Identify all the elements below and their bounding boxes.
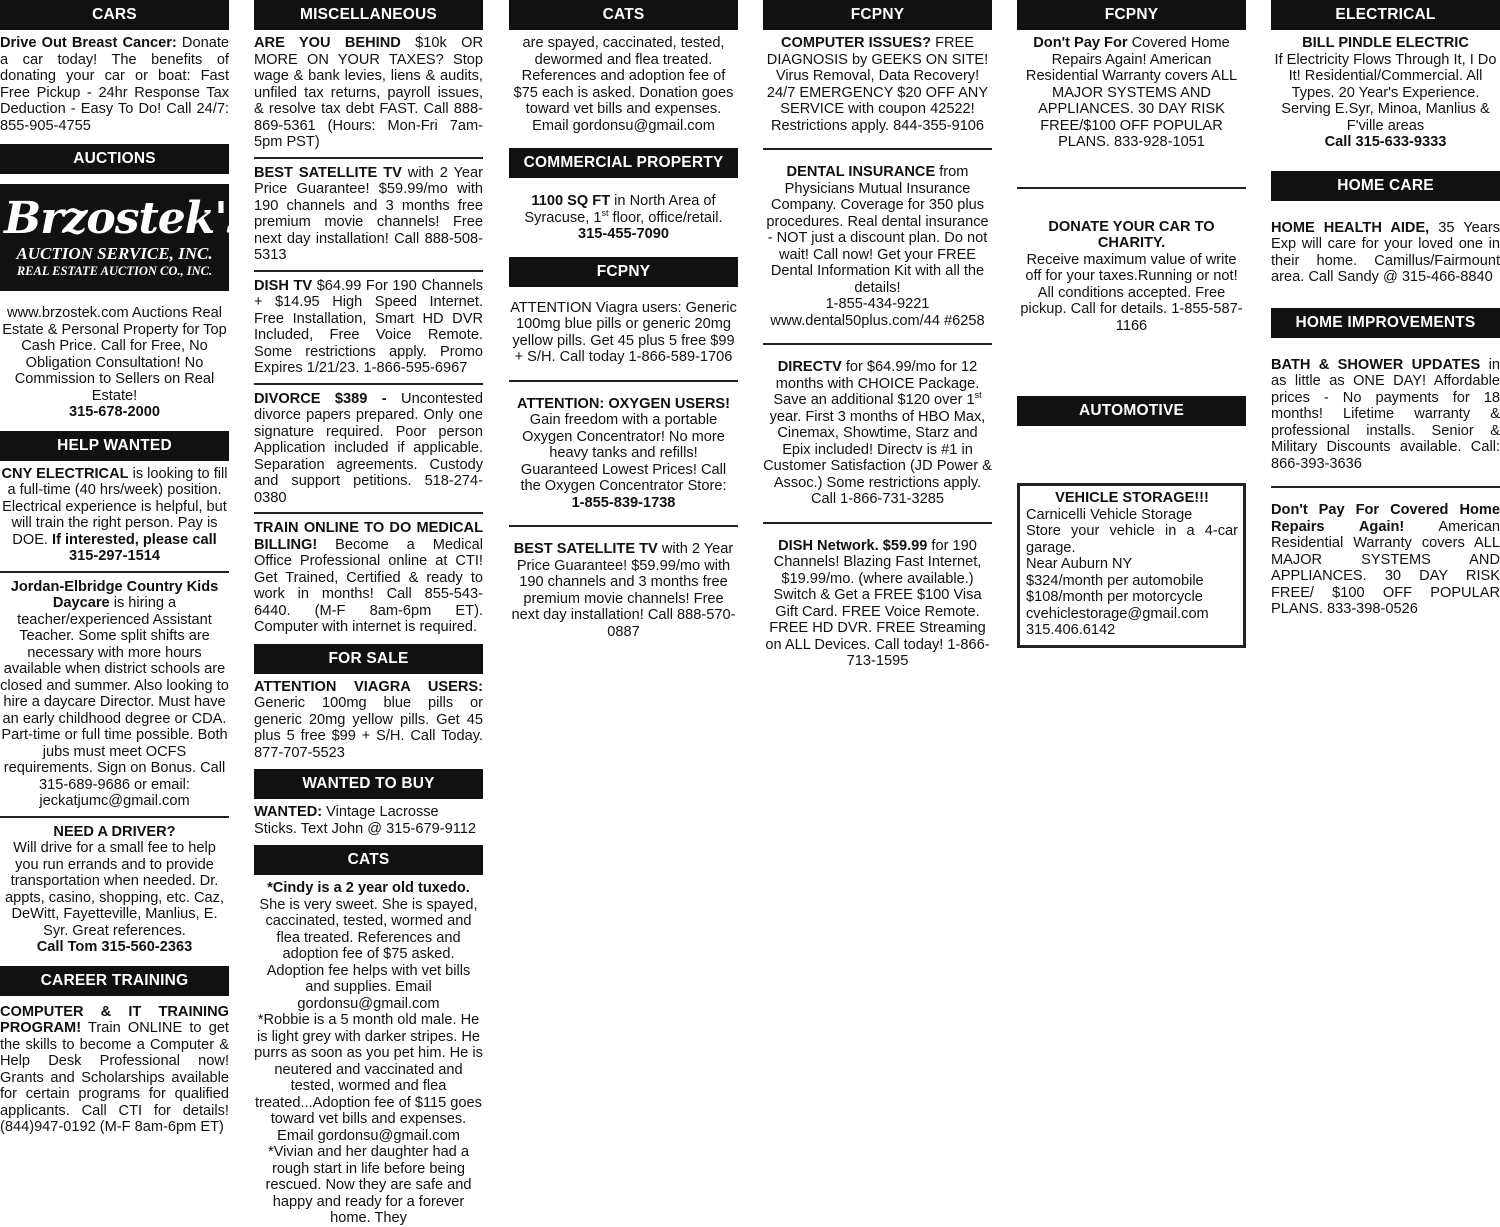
brzostek-logo: Brzostek's AUCTION SERVICE, INC. REAL ESTATE AUCTION CO., INC. bbox=[0, 184, 229, 291]
ad-dish-tv: DISH TV $64.99 For 190 Channels + $14.95 High Speed Internet. Free Installation, Smart HD DVR Included, Free Voice Remote. Some restrictions apply. Promo Expires 1/21/23. 1-866-595-6967 bbox=[254, 277, 483, 376]
section-header-fcpny: FCPNY bbox=[509, 257, 738, 287]
ad-directv: DIRECTV for $64.99/mo for 12 months with CHOICE Package. Save an additional $120 over 1st year. First 3 months of HBO Max, Cinemax, Showtime, Starz and Epix included! Directv is #1 in Customer Satisfaction (JD Power & Assoc.) Some restrictions apply. Call 1-866-731-3285 bbox=[763, 359, 992, 507]
ad-divorce: DIVORCE $389 - Uncontested divorce papers prepared. Only one signature required. Poor person Application included if applicable. Separation agreements. Custody and support petitions. 518-274-0380 bbox=[254, 390, 483, 506]
ad-cny-electrical: CNY ELECTRICAL is looking to fill a full-time (40 hrs/week) position. Electrical experience is helpful, but will train the right person. Pay is DOE. If interested, please call 315-297-1514 bbox=[1, 465, 228, 564]
column-4 bbox=[763, 0, 992, 1175]
ad-driver: NEED A DRIVER? Will drive for a small fee to help you run errands and to provide transportation when needed. Dr. appts, casino, shopping, etc. Caz, DeWitt, Fayetteville, Manlius, E. Syr. Great references. Call Tom 315-560-2363 bbox=[4, 823, 225, 955]
divider bbox=[509, 380, 738, 382]
divider bbox=[509, 525, 738, 527]
ad-cats-continued: are spayed, caccinated, tested, dewormed and flea treated. References and adoption fee of $75 each is asked. Donation goes toward vet bills and expenses. Email gordonsu@gmail.com bbox=[513, 35, 734, 134]
section-header-fcpny-4: FCPNY bbox=[763, 0, 992, 30]
section-header-fcpny-5: FCPNY bbox=[1017, 0, 1246, 30]
section-header-electrical: ELECTRICAL bbox=[1271, 0, 1500, 30]
section-header-commercial-property: COMMERCIAL PROPERTY bbox=[509, 148, 738, 178]
ad-home-warranty: Don't Pay For Covered Home Repairs Again! American Residential Warranty covers ALL MAJOR SYSTEMS AND APPLIANCES. 30 DAY RISK FREE/$100 OFF POPULAR PLANS. 833-928-1051 bbox=[1025, 35, 1238, 150]
ad-bath-shower: BATH & SHOWER UPDATES in as little as ONE DAY! Affordable prices - No payments for 18 months! Lifetime warranty & professional installs. Senior & Military Discounts available. Call: 866-393-3636 bbox=[1271, 356, 1500, 472]
section-header-miscellaneous: MISCELLANEOUS bbox=[254, 0, 483, 30]
section-header-for-sale: FOR SALE bbox=[254, 644, 483, 674]
ad-tax-debt: ARE YOU BEHIND $10k OR MORE ON YOUR TAXES? Stop wage & bank levies, liens & audits, unfiled tax returns, payroll issues, & resolve tax debt FAST. Call 888-869-5361 (Hours: Mon-Fri 7am-5pm PST) bbox=[254, 35, 483, 150]
section-header-cars: CARS bbox=[0, 0, 229, 30]
section-header-career-training: CAREER TRAINING bbox=[0, 966, 229, 996]
section-header-wanted-to-buy: WANTED TO BUY bbox=[254, 769, 483, 799]
section-header-cats-cont: CATS bbox=[509, 0, 738, 30]
column-1 bbox=[0, 0, 251, 1175]
divider bbox=[254, 157, 483, 159]
ad-computer-issues: COMPUTER ISSUES? FREE DIAGNOSIS by GEEKS ON SITE! Virus Removal, Data Recovery! 24/7 EMERGENCY $20 OFF ANY SERVICE with coupon 42522! Restrictions apply. 844-355-9106 bbox=[766, 35, 989, 134]
ad-home-repairs: Don't Pay For Covered Home Repairs Again! American Residential Warranty covers ALL MAJOR SYSTEMS AND APPLIANCES. 30 DAY RISK FREE/ $100 OFF POPULAR PLANS. 833-398-0526 bbox=[1271, 502, 1500, 617]
section-header-auctions: AUCTIONS bbox=[0, 144, 229, 174]
column-2 bbox=[254, 0, 483, 1226]
divider bbox=[763, 343, 992, 345]
ad-dish-network: DISH Network. $59.99 for 190 Channels! Blazing Fast Internet, $19.99/mo. (where available.) Switch & Get a FREE $100 Visa Gift Card. FREE Voice Remote. FREE HD DVR. FREE Streaming on ALL Devices. Call today! 1-866-713-1595 bbox=[765, 537, 990, 669]
ad-oxygen: ATTENTION: OXYGEN USERS! Gain freedom with a portable Oxygen Concentrator! No more heavy tanks and refills! Guaranteed Lowest Prices! Call the Oxygen Concentrator Store: 1-855-839-1738 bbox=[517, 395, 730, 511]
column-3 bbox=[509, 0, 738, 1175]
ad-viagra: ATTENTION VIAGRA USERS: Generic 100mg blue pills or generic 20mg yellow pills. Get 45 plus 5 free $99 + S/H. Call Today. 877-707-5523 bbox=[254, 678, 483, 761]
ad-vehicle-storage: VEHICLE STORAGE!!! Carnicelli Vehicle Storage Store your vehicle in a 4-car garage. Near Auburn NY $324/month per automobile $108/month per motorcycle cvehiclestorage@gmail.com 315.406.6142 bbox=[1017, 483, 1246, 648]
ad-dental-insurance: DENTAL INSURANCE from Physicians Mutual Insurance Company. Coverage for 350 plus procedures. Real dental insurance - NOT just a discount plan. Do not wait! Call now! Get your FREE Dental Information Kit with all the details! 1-855-434-9221 www.dental50plus.com/44 #6258 bbox=[766, 164, 989, 329]
divider bbox=[763, 522, 992, 524]
divider bbox=[1017, 187, 1246, 189]
ad-satellite-tv: BEST SATELLITE TV with 2 Year Price Guarantee! $59.99/mo with 190 channels and 3 months free premium movie channels! Free next day installation! Call 888-508-5313 bbox=[254, 164, 483, 263]
section-header-help-wanted: HELP WANTED bbox=[0, 431, 229, 461]
column-6 bbox=[1271, 0, 1500, 1175]
ad-lacrosse-sticks: WANTED: Vintage Lacrosse Sticks. Text John @ 315-679-9112 bbox=[254, 804, 476, 837]
section-header-cats: CATS bbox=[254, 845, 483, 875]
ad-breast-cancer: Drive Out Breast Cancer: Donate a car today! The benefits of donating your car or boat: Fast Free Pickup - 24hr Response Tax Deduction - Easy To Do! Call 24/7: 855-905-4755 bbox=[0, 35, 229, 134]
column-5 bbox=[1017, 0, 1246, 1175]
divider bbox=[254, 383, 483, 385]
divider bbox=[1271, 486, 1500, 488]
divider bbox=[0, 816, 229, 818]
ad-daycare: Jordan-Elbridge Country Kids Daycare is hiring a teacher/experienced Assistant Teacher. Some split shifts are necessary with more hours available when district schools are closed and summer. Also looking to hire a daycare Director. Must have an early childhood degree or CDA. Part-time or full time possible. Both jubs must meet OCFS requirements. Sign on Bonus. Call 315-689-9686 or email: jeckatjumc@gmail.com bbox=[0, 578, 229, 809]
section-header-home-improvements: HOME IMPROVEMENTS bbox=[1271, 308, 1500, 338]
ad-brzostek: www.brzostek.com Auctions Real Estate & Personal Property for Top Cash Price. Call for Free, No Obligation Consultation! No Commission to Sellers on Real Estate! 315-678-2000 bbox=[2, 305, 227, 420]
divider bbox=[254, 270, 483, 272]
ad-donate-car: DONATE YOUR CAR TO CHARITY. Receive maximum value of write off for your taxes.Running or not! All conditions accepted. Free pickup. Call for details. 1-855-587-1166 bbox=[1020, 218, 1243, 334]
ad-best-satellite: BEST SATELLITE TV with 2 Year Price Guarantee! $59.99/mo with 190 channels and 3 months free premium movie channels! Free next day installation! Call 888-570-0887 bbox=[511, 541, 736, 640]
divider bbox=[763, 148, 992, 150]
ad-home-health-aide: HOME HEALTH AIDE, 35 Years Exp will care for your loved one in their home. Camillus/Fairmount area. Call Sandy @ 315-466-8840 bbox=[1271, 219, 1500, 285]
divider bbox=[0, 571, 229, 573]
ad-commercial-property: 1100 SQ FT in North Area of Syracuse, 1st floor, office/retail. 315-455-7090 bbox=[524, 193, 723, 242]
ad-bill-pindle: BILL PINDLE ELECTRIC If Electricity Flows Through It, I Do It! Residential/Commercial. All Types. 20 Year's Experience. Serving E.Syr, Minoa, Manlius & F'ville areas Call 315-633-9333 bbox=[1274, 35, 1497, 150]
ad-viagra-fcpny: ATTENTION Viagra users: Generic 100mg blue pills or generic 20mg yellow pills. Get 45 plus 5 free $99 + S/H. Call today 1-866-589-1706 bbox=[510, 299, 737, 365]
section-header-automotive: AUTOMOTIVE bbox=[1017, 396, 1246, 426]
ad-computer-it-training: COMPUTER & IT TRAINING PROGRAM! Train ONLINE to get the skills to become a Computer & Help Desk Professional now! Grants and Scholarships available for certain programs for qualified applicants. Call CTI for details! (844)947-0192 (M-F 8am-6pm ET) bbox=[0, 1003, 229, 1135]
ad-cats: *Cindy is a 2 year old tuxedo. She is very sweet. She is spayed, caccinated, tested, wormed and flea treated. References and adoption fee of $75 asked. Adoption fee helps with vet bills and supplies. Email gordonsu@gmail.com *Robbie is a 5 month old male. He is light grey with darker stripes. He purrs as soon as you pet him. He is neutered and vaccinated and tested, wormed and flea treated...Adoption fee of $115 goes toward vet bills and expenses. Email gordonsu@gmail.com *Vivian and her daughter had a rough start in life before being rescued. Now they are safe and happy and ready for a forever home. They bbox=[254, 880, 483, 1226]
section-header-home-care: HOME CARE bbox=[1271, 171, 1500, 201]
divider bbox=[254, 512, 483, 514]
ad-medical-billing: TRAIN ONLINE TO DO MEDICAL BILLING! Become a Medical Office Professional online at CTI! Get Trained, Certified & ready to work in months! Call 855-543-6440. (M-F 8am-6pm ET). Computer with internet is required. bbox=[254, 520, 483, 635]
